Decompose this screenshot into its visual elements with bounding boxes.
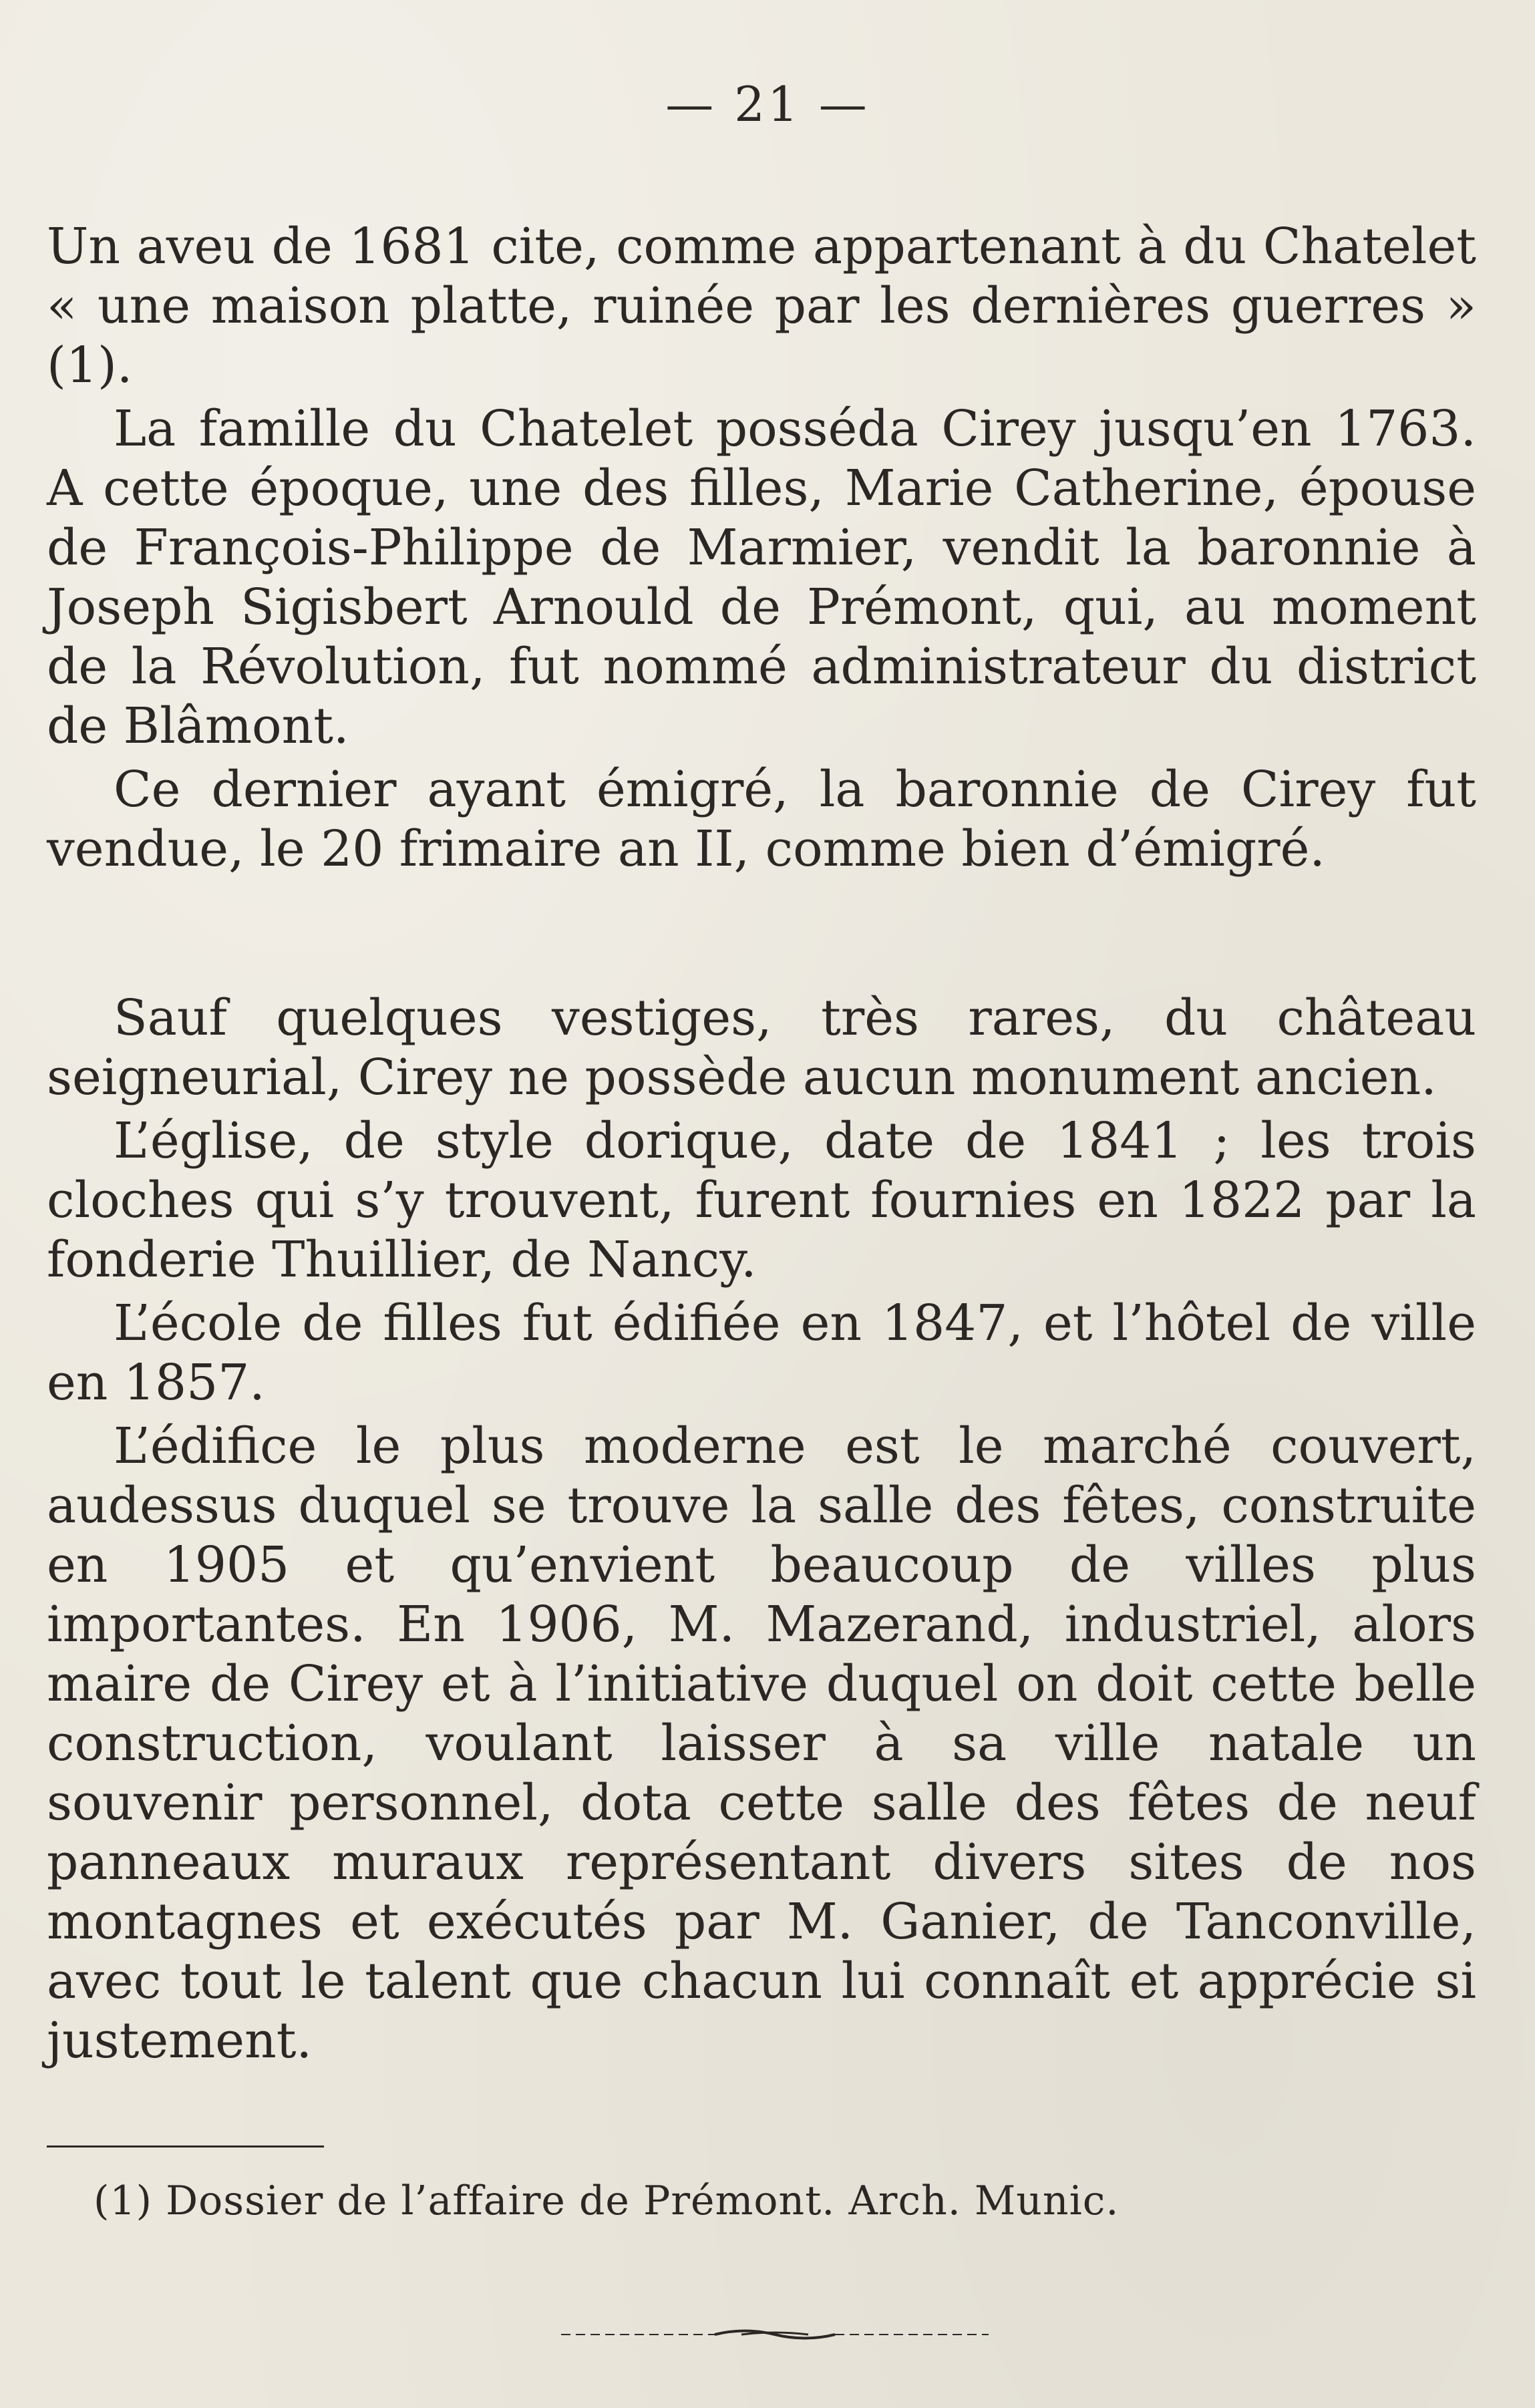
page-number: — 21 — (665, 76, 870, 132)
text-block-monuments (47, 989, 1476, 2071)
ornament-divider-icon (561, 2325, 989, 2345)
footnote-divider (47, 2145, 324, 2147)
paragraph-ecole-hotel-de-ville: L’école de filles fut édifiée en 1847, et l’hôtel de ville en 1857. (47, 1295, 1476, 1411)
text-block-history (47, 217, 1476, 879)
paragraph-aveu-1681: Un aveu de 1681 cite, comme appartenant à du Chatelet « une maison platte, ruinée par les dernières guerres » (1). (47, 218, 1476, 394)
paragraph-famille-chatelet: La famille du Chatelet posséda Cirey jusqu’en 1763. A cette époque, une des filles, Marie Catherine, épouse de François-Philippe de Marmier, vendit la baronnie à Joseph Sigisbert Arnould de Prémont, qui, au moment de la Révolution, fut nommé administrateur du district de Blâmont. (47, 400, 1476, 755)
paragraph-vestiges: Sauf quelques vestiges, très rares, du château seigneurial, Cirey ne possède aucun monument ancien. (47, 989, 1476, 1106)
footnote: (1) Dossier de l’affaire de Prémont. Arch. Munic. (94, 2178, 1120, 2224)
paragraph-vente-baronnie: Ce dernier ayant émigré, la baronnie de Cirey fut vendue, le 20 frimaire an II, comme bien d’émigré. (47, 761, 1476, 878)
paragraph-marche-couvert: L’édifice le plus moderne est le marché couvert, audessus duquel se trouve la salle des fêtes, construite en 1905 et qu’envient beaucoup de villes plus importantes. En 1906, M. Mazerand, industriel, alors maire de Cirey et à l’initiative duquel on doit cette belle construction, voulant laisser à sa ville natale un souvenir personnel, dota cette salle des fêtes de neuf panneaux muraux représentant divers sites de nos montagnes et exécutés par M. Ganier, de Tanconville, avec tout le talent que chacun lui connaît et apprécie si justement. (47, 1417, 1476, 2069)
paragraph-eglise: L’église, de style dorique, date de 1841 ; les trois cloches qui s’y trouvent, furent fournies en 1822 par la fonderie Thuillier, de Nancy. (47, 1112, 1476, 1288)
